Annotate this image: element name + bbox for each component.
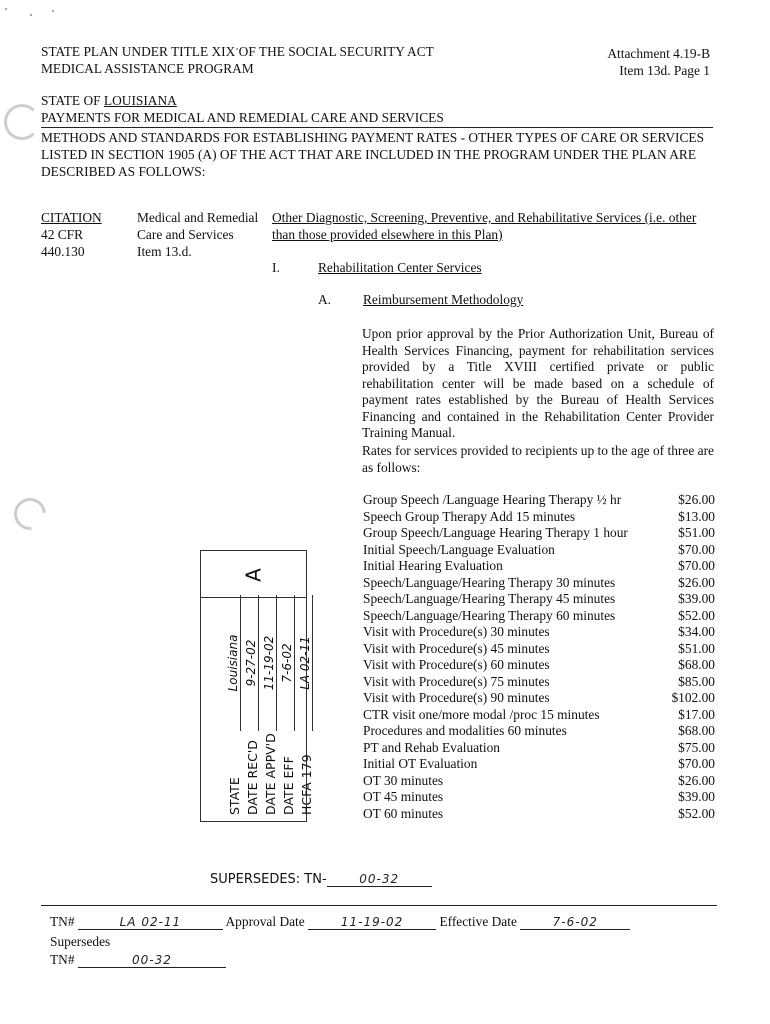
service-title-1: Other Diagnostic, Screening, Preventive, and Rehabilitative Services (i.e. other <box>272 210 697 225</box>
header-rule <box>41 127 713 128</box>
effective-date-value: 7-6-02 <box>520 915 630 930</box>
rate-price: $85.00 <box>678 673 715 689</box>
rate-price: $51.00 <box>678 640 715 656</box>
rate-service: Initial Speech/Language Evaluation <box>363 541 555 557</box>
section-i-number: I. <box>272 260 280 275</box>
tn-value: LA 02-11 <box>78 915 223 930</box>
rate-price: $68.00 <box>678 657 715 672</box>
rate-service: Speech/Language/Hearing Therapy 45 minutes <box>363 591 616 606</box>
footer-tn-line <box>50 914 630 930</box>
rate-row <box>363 591 715 608</box>
effective-date-label: Effective Date <box>439 914 517 929</box>
scan-speck <box>30 14 32 16</box>
rate-price: $75.00 <box>678 739 715 755</box>
rate-price: $13.00 <box>678 508 715 524</box>
tn2-label: TN# <box>50 952 75 967</box>
rate-row <box>363 641 715 658</box>
rate-service: OT 30 minutes <box>363 772 444 788</box>
section-a-title: Reimbursement Methodology <box>363 292 524 307</box>
methods-line-1: METHODS AND STANDARDS FOR ESTABLISHING PAYMENT RATES - OTHER TYPES OF CARE OR SERVICES <box>41 130 705 145</box>
stamp-field-date-received <box>245 595 263 815</box>
citation-heading: CITATION <box>41 210 102 225</box>
rate-price: $70.00 <box>678 558 715 573</box>
rate-price: $51.00 <box>678 525 715 540</box>
rate-row <box>363 740 715 757</box>
methods-line-2: LISTED IN SECTION 1905 (A) OF THE ACT THAT ARE INCLUDED IN THE PROGRAM UNDER THE PLAN ARE <box>41 147 697 162</box>
payments-title: PAYMENTS FOR MEDICAL AND REMEDIAL CARE AND SERVICES <box>41 110 444 125</box>
rate-row <box>363 492 715 509</box>
rate-price: $52.00 <box>678 805 715 821</box>
stamp-value: 7-6-02 <box>280 595 295 731</box>
stamp-label: STATE <box>227 777 242 815</box>
service-title-2: than those provided elsewhere in this Plan) <box>272 227 503 242</box>
rate-row <box>363 509 715 526</box>
rate-service: Speech/Language/Hearing Therapy 30 minutes <box>363 574 616 590</box>
tn-label: TN# <box>50 914 75 929</box>
header-title: STATE PLAN UNDER TITLE XIX OF THE SOCIAL SECURITY ACT <box>41 44 434 59</box>
rate-service: Visit with Procedure(s) 45 minutes <box>363 640 550 656</box>
supersedes-stamp <box>210 872 432 887</box>
section-a-number: A. <box>318 292 332 307</box>
rate-price: $102.00 <box>671 690 715 705</box>
rate-price: $70.00 <box>678 756 715 771</box>
supersedes-stamp-label: SUPERSEDES: TN- <box>210 872 327 887</box>
stamp-value: 11-19-02 <box>262 595 277 731</box>
stamp-header-box <box>201 551 306 598</box>
footer-rule <box>41 905 717 906</box>
rate-service: Group Speech /Language Hearing Therapy ½ hr <box>363 492 622 507</box>
rate-price: $26.00 <box>678 574 715 590</box>
rate-row <box>363 789 715 806</box>
approval-stamp <box>200 550 314 822</box>
rate-service: Visit with Procedure(s) 75 minutes <box>363 673 550 689</box>
rate-service: OT 60 minutes <box>363 805 444 821</box>
supersedes-stamp-value: 00-32 <box>327 872 432 887</box>
stamp-value: LA 02-11 <box>298 595 313 731</box>
footer-tn2-line <box>50 952 226 968</box>
stamp-value: Louisiana <box>226 595 241 731</box>
rate-price: $17.00 <box>678 706 715 722</box>
stamp-field-date-effective <box>281 595 299 815</box>
citation-section: 440.130 <box>41 244 85 259</box>
rate-service: PT and Rehab Evaluation <box>363 739 500 755</box>
rate-service: Initial Hearing Evaluation <box>363 558 503 573</box>
rate-service: Group Speech/Language Hearing Therapy 1 hour <box>363 525 628 540</box>
rate-price: $68.00 <box>678 723 715 738</box>
rate-row <box>363 657 715 674</box>
rate-row <box>363 624 715 641</box>
citation-cfr: 42 CFR <box>41 227 84 242</box>
stamp-letter: A <box>241 568 266 582</box>
rate-service: Procedures and modalities 60 minutes <box>363 723 567 738</box>
stamp-label: DATE APPV'D <box>263 733 278 815</box>
stamp-value: 9-27-02 <box>244 595 259 731</box>
stamp-label: DATE EFF <box>281 756 296 815</box>
rate-row <box>363 575 715 592</box>
rate-row <box>363 756 715 773</box>
header-program: MEDICAL ASSISTANCE PROGRAM <box>41 61 254 76</box>
rate-service: OT 45 minutes <box>363 789 444 804</box>
rate-price: $26.00 <box>678 772 715 788</box>
rate-price: $39.00 <box>678 591 715 606</box>
tn2-value: 00-32 <box>78 953 226 968</box>
state-prefix: STATE OF <box>41 93 104 108</box>
rate-service: Visit with Procedure(s) 60 minutes <box>363 657 550 672</box>
rate-row <box>363 674 715 691</box>
attachment-label: Attachment 4.19-B <box>607 46 710 61</box>
category-line-3: Item 13.d. <box>137 244 192 259</box>
rate-row <box>363 525 715 542</box>
rate-row <box>363 806 715 823</box>
rate-service: Visit with Procedure(s) 30 minutes <box>363 624 550 639</box>
rates-intro-paragraph: Rates for services provided to recipients up to the age of three are as follows: <box>362 443 714 475</box>
rate-row <box>363 723 715 740</box>
item-page-label: Item 13d. Page 1 <box>619 63 710 78</box>
methods-line-3: DESCRIBED AS FOLLOWS: <box>41 164 206 179</box>
rate-service: Visit with Procedure(s) 90 minutes <box>363 690 550 705</box>
state-line <box>41 93 177 109</box>
category-line-2: Care and Services <box>137 227 234 242</box>
reimbursement-paragraph: Upon prior approval by the Prior Authorization Unit, Bureau of Health Services Financing, payment for rehabilitation services provided by a Title XVIII certified private or public rehabilitation center will be made based on a schedule of payment rates established by the Bureau of Health Services Financing and contained in the Rehabilitation Center Provider Training Manual. <box>362 326 714 440</box>
rate-service: Initial OT Evaluation <box>363 756 478 771</box>
approval-date-value: 11-19-02 <box>308 915 436 930</box>
rate-price: $34.00 <box>678 624 715 639</box>
stamp-label: HCFA 179 <box>299 754 314 815</box>
approval-date-label: Approval Date <box>225 914 305 929</box>
stamp-field-date-approved <box>263 595 281 815</box>
state-name: LOUISIANA <box>103 93 177 108</box>
rate-service: Speech Group Therapy Add 15 minutes <box>363 508 576 524</box>
rate-row <box>363 707 715 724</box>
rate-price: $70.00 <box>678 541 715 557</box>
punch-hole-middle <box>7 491 52 536</box>
category-line-1: Medical and Remedial <box>137 210 259 225</box>
section-i-title: Rehabilitation Center Services <box>318 260 482 275</box>
stamp-field-state <box>227 595 245 815</box>
rate-row <box>363 690 715 707</box>
rate-price: $39.00 <box>678 789 715 804</box>
rate-row <box>363 608 715 625</box>
rate-row <box>363 558 715 575</box>
scan-speck <box>5 8 7 10</box>
rate-price: $52.00 <box>678 607 715 623</box>
scan-speck <box>52 10 54 12</box>
stamp-field-hcfa <box>299 595 317 815</box>
rate-service: CTR visit one/more modal /proc 15 minutes <box>363 706 600 722</box>
rate-price: $26.00 <box>678 492 715 507</box>
punch-hole-top <box>4 104 40 140</box>
supersedes-label: Supersedes <box>50 934 111 949</box>
rate-row <box>363 773 715 790</box>
rate-row <box>363 542 715 559</box>
stamp-label: DATE REC'D <box>245 740 260 815</box>
rate-service: Speech/Language/Hearing Therapy 60 minutes <box>363 607 616 623</box>
